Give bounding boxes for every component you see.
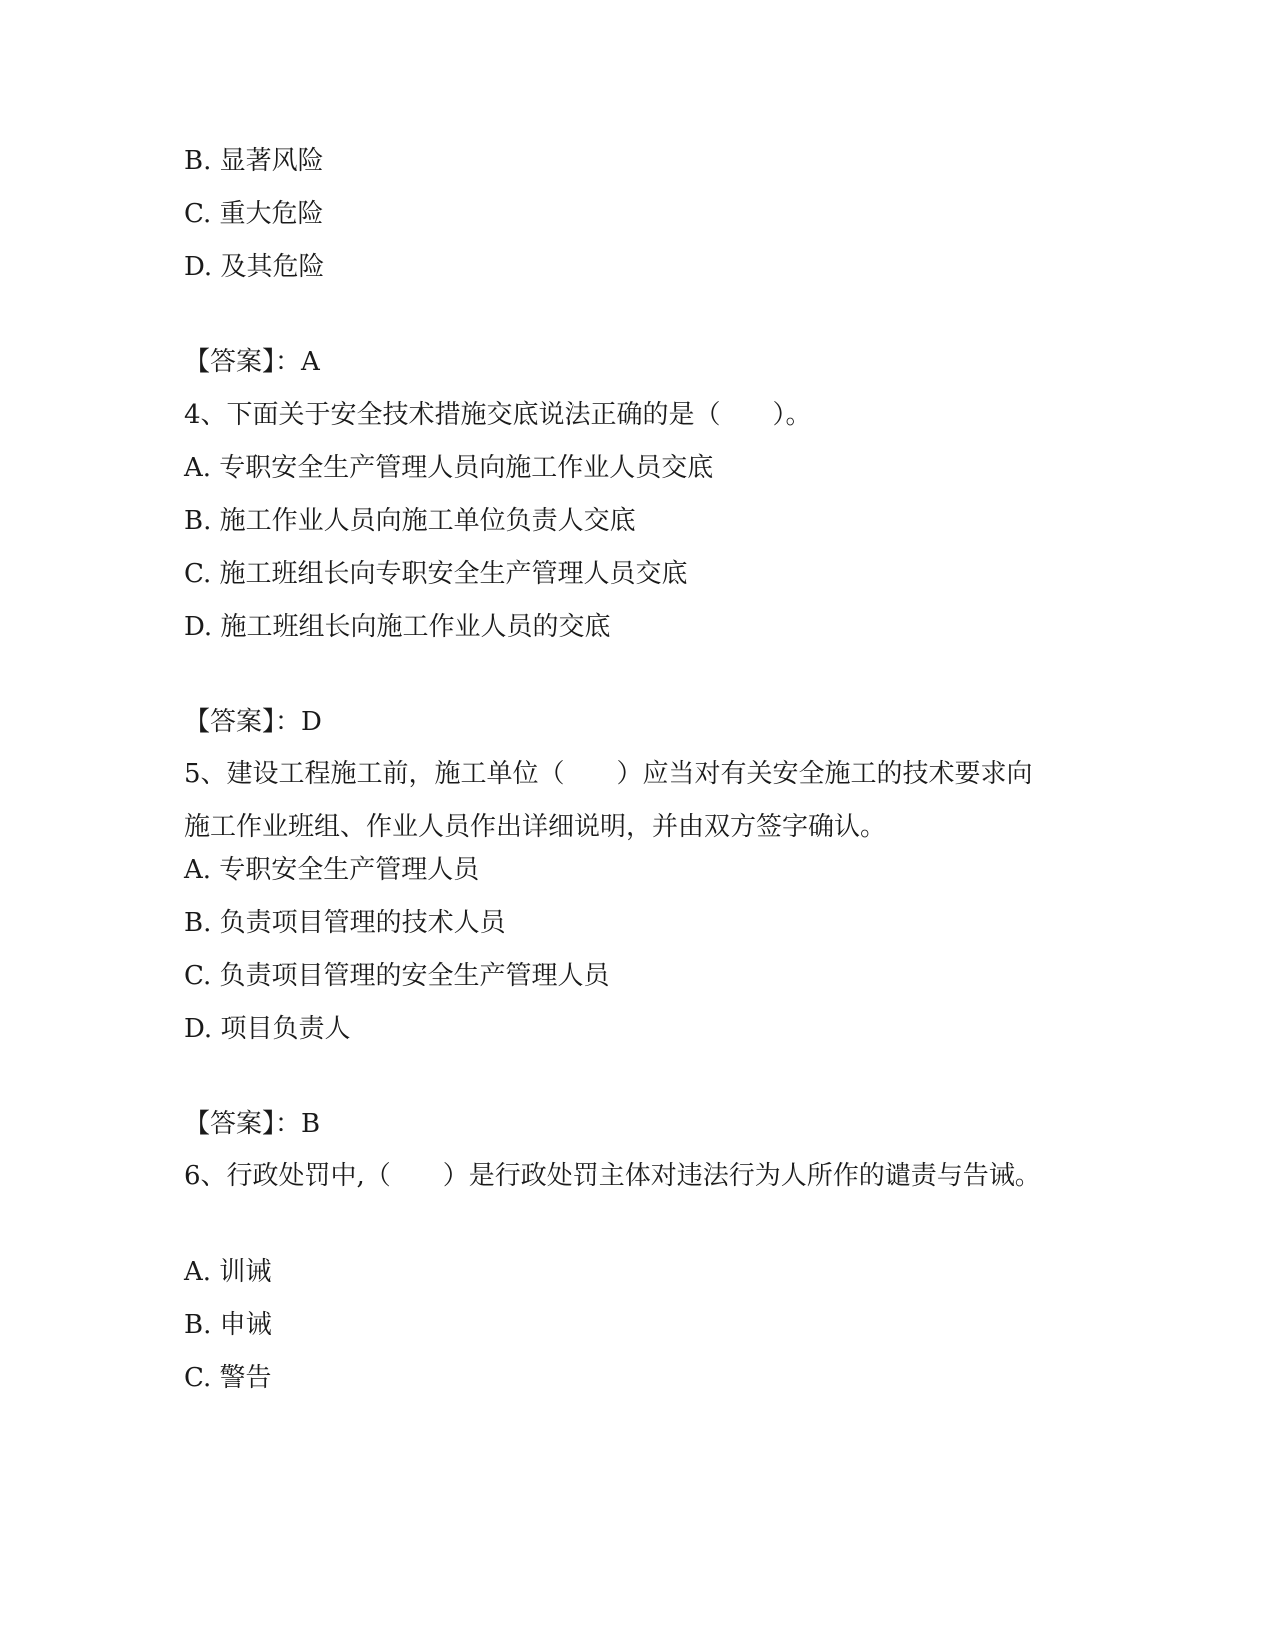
option-d: D. 项目负责人 <box>184 1014 351 1044</box>
option-b: B. 申诫 <box>184 1310 272 1340</box>
option-d: D. 施工班组长向施工作业人员的交底 <box>184 612 611 642</box>
option-c: C. 负责项目管理的安全生产管理人员 <box>184 961 610 991</box>
option-c: C. 重大危险 <box>184 199 324 229</box>
option-a: A. 专职安全生产管理人员向施工作业人员交底 <box>184 453 714 483</box>
option-a: A. 专职安全生产管理人员 <box>184 855 480 885</box>
question-stem: 6、行政处罚中,（ ）是行政处罚主体对违法行为人所作的谴责与告诫。 <box>184 1161 1041 1191</box>
question-stem: 4、下面关于安全技术措施交底说法正确的是（ ）。 <box>184 400 812 430</box>
answer-line: 【答案】：D <box>184 707 322 737</box>
option-b: B. 施工作业人员向施工单位负责人交底 <box>184 506 636 536</box>
option-b: B. 负责项目管理的技术人员 <box>184 908 506 938</box>
answer-line: 【答案】：B <box>184 1109 321 1139</box>
option-c: C. 警告 <box>184 1363 272 1393</box>
option-a: A. 训诫 <box>184 1257 272 1287</box>
option-d: D. 及其危险 <box>184 252 325 282</box>
option-c: C. 施工班组长向专职安全生产管理人员交底 <box>184 559 688 589</box>
answer-line: 【答案】：A <box>184 347 320 377</box>
option-b: B. 显著风险 <box>184 146 324 176</box>
question-stem: 5、建设工程施工前，施工单位（ ）应当对有关安全施工的技术要求向施工作业班组、作业人员作出详细说明，并由双方签字确认。 <box>184 759 1033 842</box>
